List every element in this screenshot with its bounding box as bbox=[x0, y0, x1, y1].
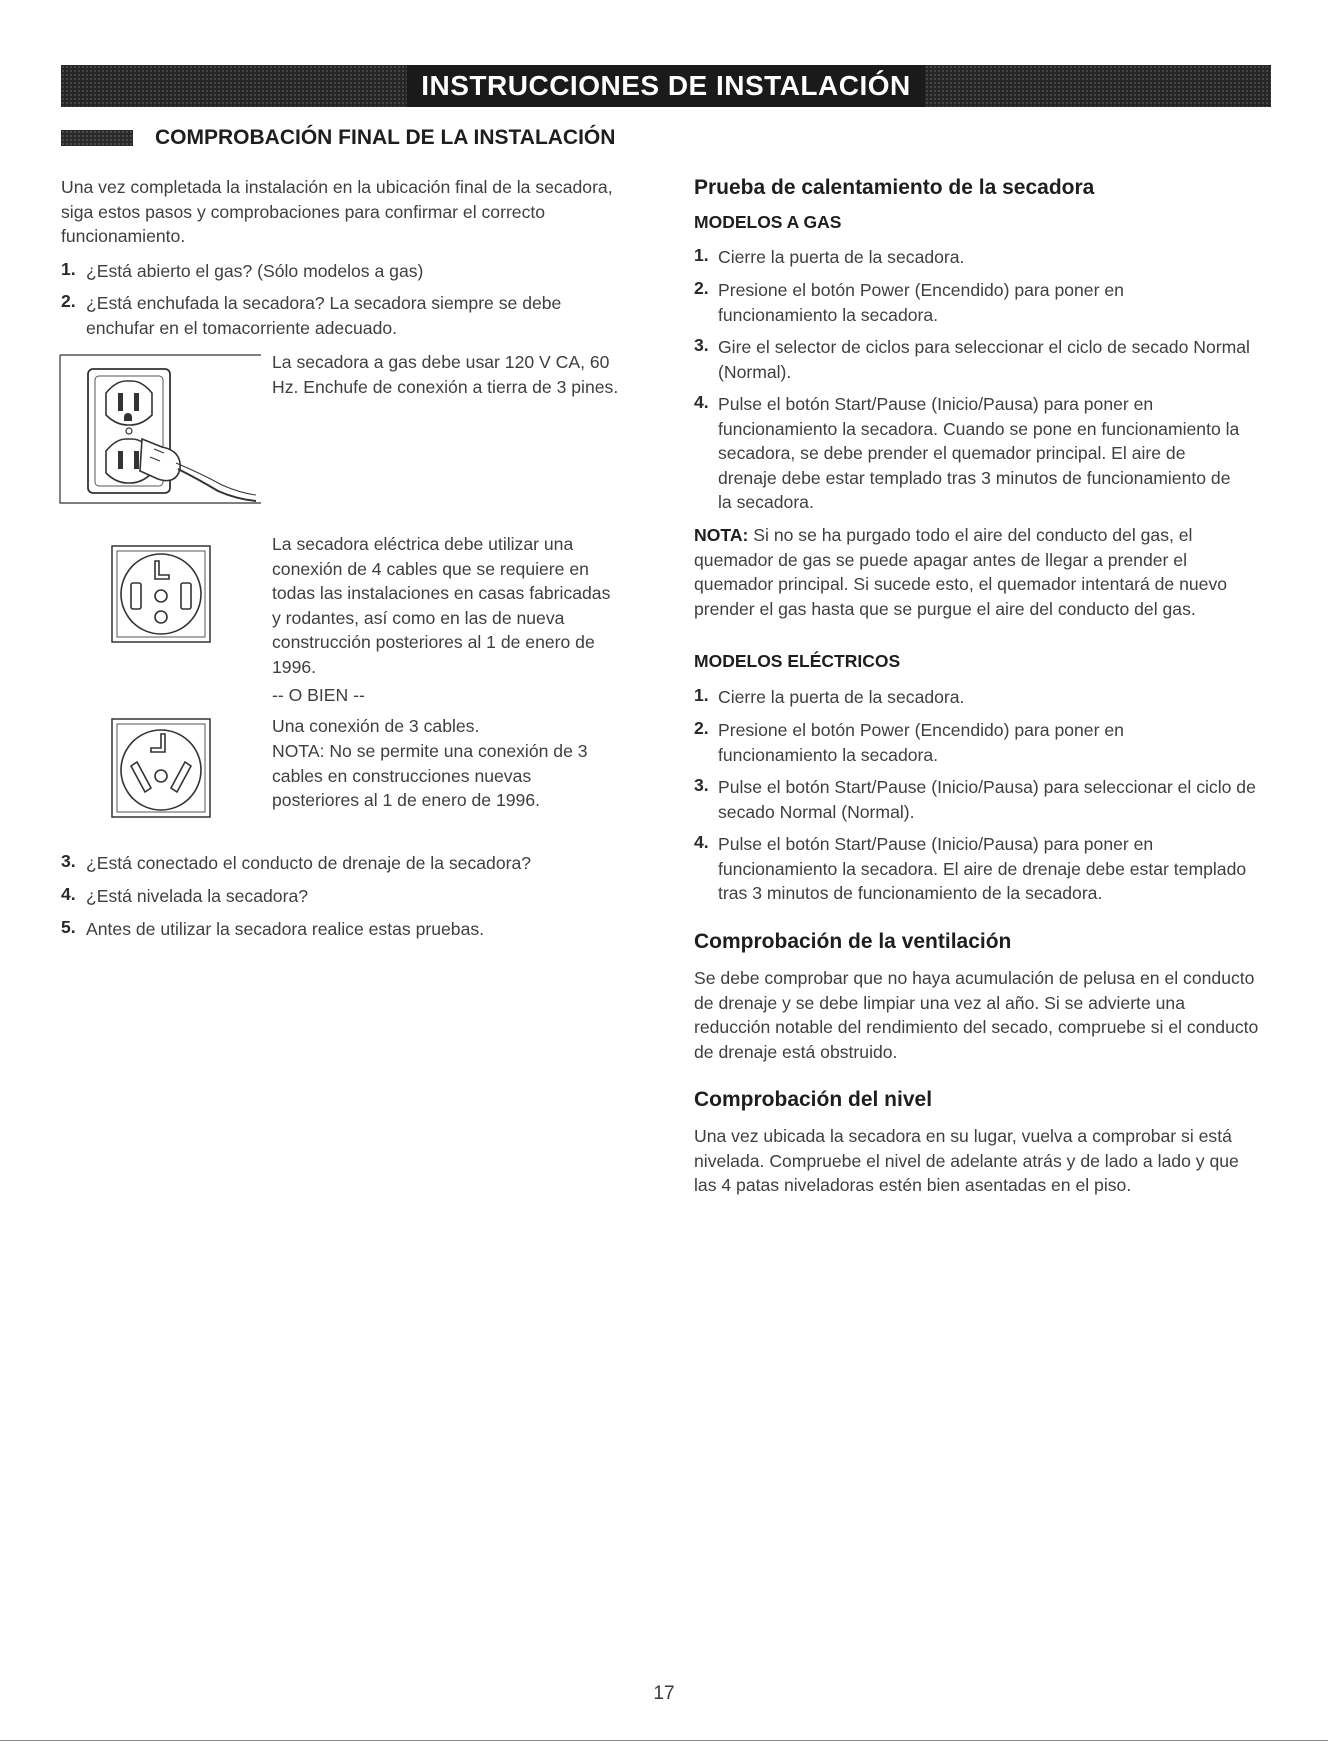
step-number: 3. bbox=[61, 851, 76, 871]
gas-note bbox=[694, 523, 1264, 621]
step-number: 4. bbox=[694, 392, 709, 412]
step-number: 3. bbox=[694, 335, 709, 355]
four-wire-outlet-icon bbox=[111, 545, 211, 643]
four-wire-text: La secadora eléctrica debe utilizar una conexión de 4 cables que se requiere en todas las instalaciones en casas fabricadas y rodantes, así como en las de nueva construcción posteriores al 1 de enero de 1996. bbox=[272, 534, 611, 677]
step-text: Cierre la puerta de la secadora. bbox=[718, 687, 965, 707]
step-text: ¿Está nivelada la secadora? bbox=[86, 886, 309, 906]
header-banner bbox=[61, 65, 1271, 107]
banner-title: INSTRUCCIONES DE INSTALACIÓN bbox=[407, 65, 925, 107]
step-text: Cierre la puerta de la secadora. bbox=[718, 247, 965, 267]
step-text: ¿Está abierto el gas? (Sólo modelos a gas) bbox=[86, 261, 424, 281]
gas-models-heading: MODELOS A GAS bbox=[694, 212, 842, 232]
step-number: 5. bbox=[61, 917, 76, 937]
step-number: 1. bbox=[61, 259, 76, 279]
level-check-text: Una vez ubicada la secadora en su lugar, vuelva a comprobar si está nivelada. Compruebe el nivel de adelante atrás y de lado a lado y que las 4 patas niveladoras estén bien asentadas en el piso. bbox=[694, 1126, 1239, 1195]
step-text: Pulse el botón Start/Pause (Inicio/Pausa) para poner en funcionamiento la secadora. El aire de drenaje debe estar templado tras 3 minutos de funcionamiento de la secadora. bbox=[718, 834, 1247, 903]
step-text: Gire el selector de ciclos para seleccionar el ciclo de secado Normal (Normal). bbox=[718, 337, 1250, 382]
step-text: Presione el botón Power (Encendido) para poner en funcionamiento la secadora. bbox=[718, 720, 1124, 765]
step-number: 2. bbox=[694, 278, 709, 298]
three-wire-outlet-icon bbox=[111, 718, 211, 818]
gas-outlet-text: La secadora a gas debe usar 120 V CA, 60 Hz. Enchufe de conexión a tierra de 3 pines. bbox=[272, 352, 619, 397]
step-number: 2. bbox=[61, 291, 76, 311]
step-text: Pulse el botón Start/Pause (Inicio/Pausa) para poner en funcionamiento la secadora. Cuando se pone en funcionamiento la secadora, se debe prender el quemador principal. El aire de drenaje debe estar templado tras 3 minutos de funcionamiento de la secadora. bbox=[718, 394, 1240, 512]
step-text: ¿Está conectado el conducto de drenaje de la secadora? bbox=[86, 853, 532, 873]
step-text: Pulse el botón Start/Pause (Inicio/Pausa) para seleccionar el ciclo de secado Normal (Normal). bbox=[718, 777, 1256, 822]
note-label: NOTA: bbox=[694, 525, 749, 545]
step-number: 1. bbox=[694, 685, 709, 705]
electric-models-heading: MODELOS ELÉCTRICOS bbox=[694, 651, 901, 671]
three-prong-outlet-icon bbox=[58, 351, 263, 507]
level-check-heading: Comprobación del nivel bbox=[694, 1088, 933, 1111]
page-number: 17 bbox=[653, 1683, 675, 1704]
or-separator: -- O BIEN -- bbox=[272, 685, 365, 705]
section-marker bbox=[61, 130, 133, 146]
heat-test-heading: Prueba de calentamiento de la secadora bbox=[694, 176, 1095, 199]
step-text: Antes de utilizar la secadora realice estas pruebas. bbox=[86, 919, 485, 939]
note-text: Si no se ha purgado todo el aire del conducto del gas, el quemador de gas se puede apagar antes de llegar a prender el quemador principal. Si sucede esto, el quemador intentará de nuevo prender el gas hasta que se purgue el aire del conducto del gas. bbox=[694, 525, 1228, 619]
section-title: COMPROBACIÓN FINAL DE LA INSTALACIÓN bbox=[155, 126, 616, 149]
vent-check-text: Se debe comprobar que no haya acumulación de pelusa en el conducto de drenaje y se debe limpiar una vez al año. Si se advierte una reducción notable del rendimiento del secado, compruebe si el conducto de drenaje está obstruido. bbox=[694, 968, 1259, 1062]
three-wire-text: Una conexión de 3 cables. bbox=[272, 716, 480, 736]
three-wire-note: NOTA: No se permite una conexión de 3 cables en construcciones nuevas posteriores al 1 de enero de 1996. bbox=[272, 741, 588, 810]
step-number: 4. bbox=[61, 884, 76, 904]
step-text: ¿Está enchufada la secadora? La secadora siempre se debe enchufar en el tomacorriente adecuado. bbox=[86, 293, 562, 338]
step-number: 3. bbox=[694, 775, 709, 795]
bottom-rule bbox=[0, 1740, 1328, 1741]
vent-check-heading: Comprobación de la ventilación bbox=[694, 930, 1012, 953]
intro-paragraph: Una vez completada la instalación en la ubicación final de la secadora, siga estos pasos y comprobaciones para confirmar el correcto funcionamiento. bbox=[61, 177, 613, 246]
step-number: 2. bbox=[694, 718, 709, 738]
step-number: 1. bbox=[694, 245, 709, 265]
step-text: Presione el botón Power (Encendido) para poner en funcionamiento la secadora. bbox=[718, 280, 1124, 325]
step-number: 4. bbox=[694, 832, 709, 852]
